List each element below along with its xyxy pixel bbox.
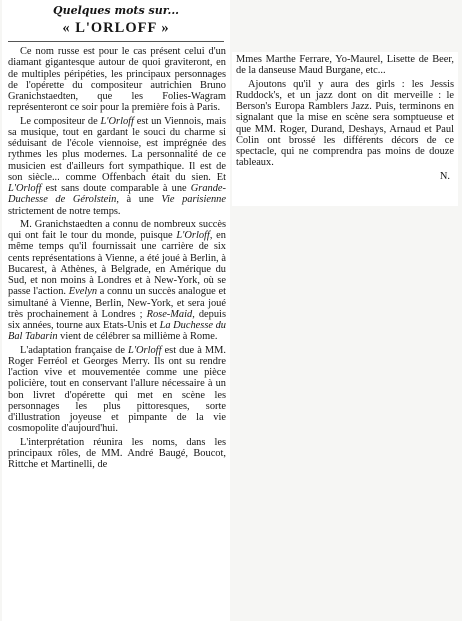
paragraph-text: L'interprétation réunira les noms, dans les principaux rôles, de MM. André Baugé, Boucot, Rittche et Martinelli, de [8, 436, 226, 470]
article-paragraph [8, 345, 226, 435]
italic-title-text: L'Orloff [8, 183, 42, 194]
italic-title-text: La Duchesse du Bal Tabarin [8, 320, 226, 343]
title-divider [8, 41, 224, 42]
article-signature: N. [439, 170, 450, 182]
paragraph-text: L'adaptation française de [20, 344, 129, 356]
paragraph-text: , à une [116, 194, 162, 206]
paragraph-text: M. Granichstaedten a connu de nombreux succès qui ont fait le tour du monde, puisque [8, 218, 226, 241]
article-paragraph [8, 437, 226, 471]
left-column [2, 0, 230, 621]
paragraph-text: strictement de notre temps. [8, 205, 121, 217]
article-title: « L'ORLOFF » [62, 20, 170, 36]
right-column-text [232, 52, 458, 169]
left-column-text [2, 46, 230, 470]
italic-title-text: L'Orloff [176, 230, 210, 241]
paragraph-text: , depuis six années, tourne aux Etats-Unis et [8, 308, 226, 331]
paragraph-text: Ce nom russe est pour le cas présent celui d'un diamant gigantesque autour de quoi graviteront, en de multiples péripéties, les principaux personnages de l'opérette du compositeur autrichien Bruno Granichstaedten, que les Folies-Wagram représenteront ce soir pour la première fois à Paris. [8, 46, 226, 114]
italic-title-text: Evelyn [68, 286, 98, 298]
paragraph-text: Ajoutons qu'il y aura des girls : les Jessis Ruddock's, et un jazz dont on dit merveille : le Berson's Europa Ramblers Jazz. Puis, terminons en signalant que la mise en scène sera somptueuse et que MM. Roger, Durand, Deshays, Arnaud et Paul Colin ont brossé les différents décors de ce spectacle, qui ne comprendra pas moins de douze tableaux. [236, 78, 454, 169]
article-kicker: Quelques mots sur... [52, 4, 179, 17]
article-paragraph [8, 219, 226, 343]
paragraph-text: Mmes Marthe Ferrare, Yo-Maurel, Lisette de Beer, de la danseuse Maud Burgane, etc... [236, 54, 454, 77]
article-paragraph [236, 79, 454, 169]
article-paragraph [8, 116, 226, 217]
paragraph-text: est sans doute comparable à une [41, 183, 191, 194]
paragraph-text: Le compositeur de [20, 115, 101, 127]
italic-title-text: Grande-Duchesse de Gérolstein [8, 183, 226, 206]
article-paragraph [236, 54, 454, 77]
italic-title-text: Vie parisienne [161, 194, 226, 206]
italic-title-text: Rose-Maid [146, 308, 193, 320]
italic-title-text: L'Orloff [128, 344, 162, 356]
right-column [232, 52, 458, 206]
article-paragraph [8, 46, 226, 114]
paragraph-text: vient de célébrer sa millième à Rome. [57, 331, 218, 343]
paragraph-text: est due à MM. Roger Ferréol et Georges Merry. Ils ont su rendre l'action vive et mouvementée comme une pièce policière, tout en conservant l'allure nécessaire à un bon livret d'opérette qui met en scène les personnages les plus pittoresques, sorte d'illustration joyeuse et pimpante de la vie cosmopolite d'aujourd'hui. [8, 344, 227, 435]
paragraph-text: est un Viennois, mais sa musique, tout en gardant le souci du charme si séduisant de l'école viennoise, est imprégnée des rythmes les plus modernes. La personnalité de ce musicien est d'ailleurs fort sympathique. Il est de son siècle... comme Offenbach était du sien. Et [8, 115, 226, 183]
paragraph-text: , en même temps qu'il fournissait une carrière de six cents représentations à Vienne, a été joué à Berlin, à Bucarest, à Athènes, à Belgrade, en Amérique du Sud, et non moins à Londres et à New-York, où se passe l'action. [8, 230, 226, 298]
paragraph-text: a connu un succès analogue et simultané à Vienne, Berlin, New-York, et sera joué très prochainement à Londres ; [8, 286, 226, 320]
italic-title-text: L'Orloff [100, 115, 134, 127]
